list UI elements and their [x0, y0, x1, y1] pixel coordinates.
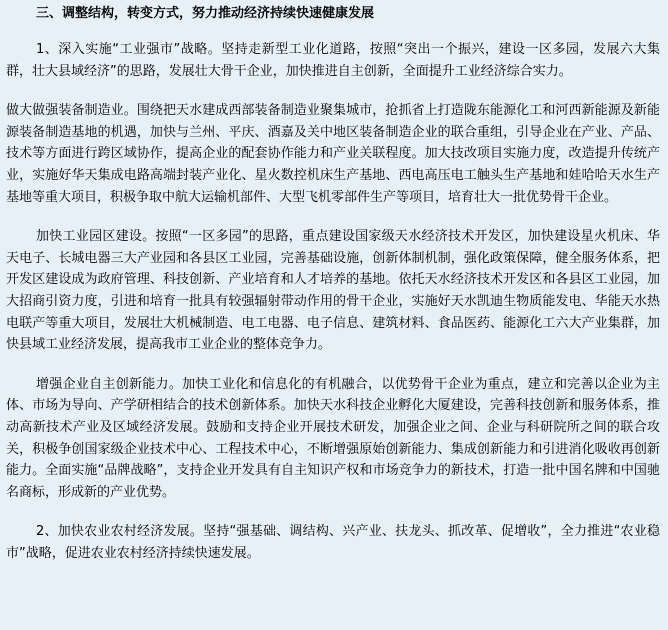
- paragraph-industry-strategy: 1、深入实施“工业强市”战略。坚持走新型工业化道路，按照“突出一个振兴，建设一区多园，发展六大集群，壮大县域经济”的思路，发展壮大骨干企业，加快推进自主创新，全面提升工业经济综合实力。: [6, 42, 660, 79]
- paragraph-equipment-manufacturing: 做大做强装备制造业。围绕把天水建成西部装备制造业聚集城市，抢抓省上打造陇东能源化工和河西新能源及新能源装备制造基地的机遇，加快与兰州、平庆、酒嘉及关中地区装备制造企业的联合重组，引导企业在产业、产品、技术等方面进行跨区域协作，提高企业的配套协作能力和产业关联程度。加大技改项目实施力度，改造提升传统产业，实施好华天集成电路高端封装产业化、星火数控机床生产基地、西电高压电工触头生产基地和娃哈哈天水生产基地等重大项目，积极争取中航大运输机部件、大型飞机零部件生产等项目，培育壮大一批优势骨干企业。: [6, 103, 660, 205]
- paragraph-innovation: 增强企业自主创新能力。加快工业化和信息化的有机融合，以优势骨干企业为重点，建立和完善以企业为主体、市场为导向、产学研相结合的技术创新体系。加快天水科技企业孵化大厦建设，完善科技创新和服务体系，推动高新技术产业及区域经济发展。鼓励和支持企业开展技术研发，加强企业之间、企业与科研院所之间的联合攻关，积极争创国家级企业技术中心、工程技术中心，不断增强原始创新能力、集成创新能力和引进消化吸收再创新能力。全面实施“品牌战略”，支持企业开发具有自主知识产权和市场竞争力的新技术，打造一批中国名牌和中国驰名商标，形成新的产业优势。: [6, 376, 660, 500]
- section-heading: 三、调整结构，转变方式，努力推动经济持续快速健康发展: [36, 6, 375, 21]
- paragraph-industrial-parks: 加快工业园区建设。按照“一区多园”的思路，重点建设国家级天水经济技术开发区，加快建设星火机床、华天电子、长城电器三大产业园和各县区工业园，完善基础设施，创新体制机制，强化政策保障，健全服务体系，把开发区建设成为政府管理、科技创新、产业培育和人才培养的基地。依托天水经济技术开发区和各县区工业园，加大招商引资力度，引进和培育一批具有较强辐射带动作用的骨干企业，实施好天水凯迪生物质能发电、华能天水热电联产等重大项目，发展壮大机械制造、电工电器、电子信息、建筑材料、食品医药、能源化工六大产业集群，加快县域工业经济发展，提高我市工业企业的整体竞争力。: [6, 229, 660, 353]
- paragraph-agriculture: 2、加快农业农村经济发展。坚持“强基础、调结构、兴产业、扶龙头、抓改革、促增收”，全力推进“农业稳市”战略，促进农业农村经济持续快速发展。: [6, 524, 660, 561]
